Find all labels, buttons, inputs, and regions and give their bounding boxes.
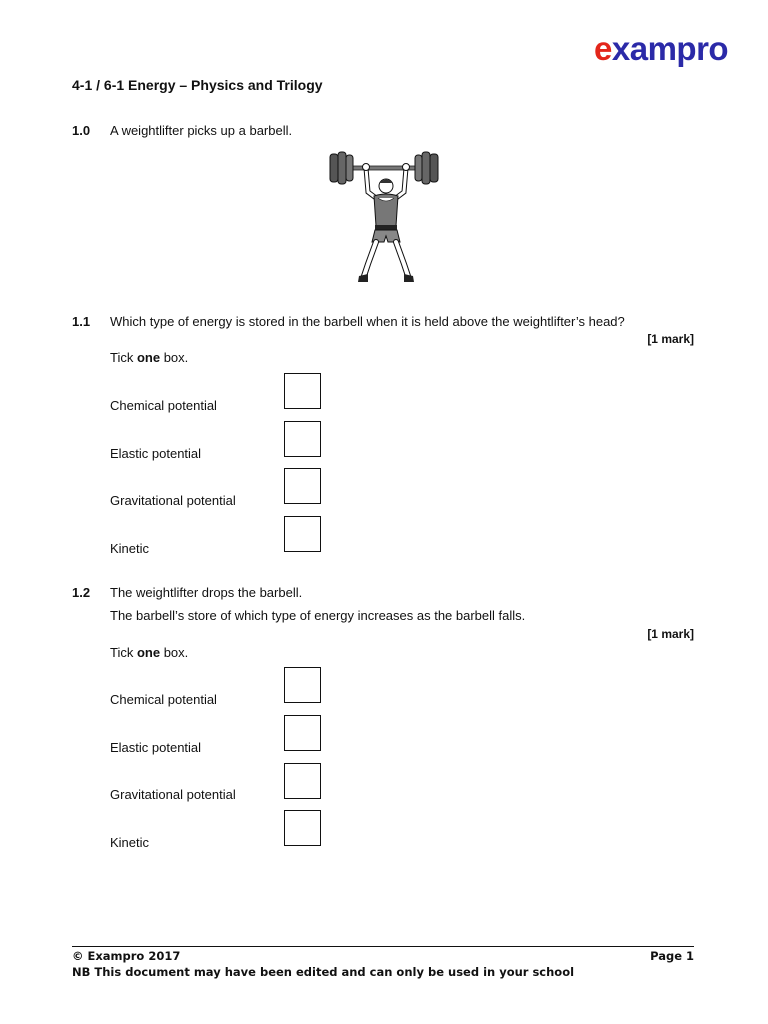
tick-instruction-1-2: [110, 645, 188, 660]
tickbox-1-2-elastic[interactable]: [284, 715, 321, 751]
option-label-1-1-chemical: Chemical potential: [110, 398, 217, 413]
option-label-1-1-gravitational: Gravitational potential: [110, 493, 236, 508]
tick-bold: one: [136, 350, 161, 365]
footer-page-number: Page 1: [650, 949, 694, 963]
option-label-1-2-chemical: Chemical potential: [110, 692, 217, 707]
tick-bold: one: [136, 645, 161, 660]
tickbox-1-1-chemical[interactable]: [284, 373, 321, 409]
option-label-1-1-elastic: Elastic potential: [110, 446, 202, 461]
weightlifter-image: [326, 146, 442, 286]
mark-1-1: [1 mark]: [647, 332, 694, 346]
question-number-1-2: 1.2: [72, 585, 91, 600]
logo-prefix: e: [594, 30, 612, 67]
mark-1-2: [1 mark]: [647, 627, 694, 641]
tick-instruction-1-1: [110, 350, 188, 365]
tickbox-1-2-chemical[interactable]: [284, 667, 321, 703]
footer-note: NB This document may have been edited and can only be used in your school: [72, 965, 575, 979]
option-label-1-2-elastic: Elastic potential: [110, 740, 202, 755]
tick-pre: Tick: [110, 645, 137, 660]
question-text-1-2-line2: The barbell’s store of which type of energy increases as the barbell falls.: [110, 608, 526, 623]
question-text-1-2-line1: The weightlifter drops the barbell.: [110, 585, 303, 600]
question-text-1-1: Which type of energy is stored in the barbell when it is held above the weightlifter’s head?: [110, 314, 625, 329]
tick-post: box.: [160, 645, 189, 660]
tickbox-1-2-kinetic[interactable]: [284, 810, 321, 846]
tickbox-1-1-kinetic[interactable]: [284, 516, 321, 552]
tickbox-1-2-gravitational[interactable]: [284, 763, 321, 799]
option-label-1-2-gravitational: Gravitational potential: [110, 787, 236, 802]
question-text-1-0: A weightlifter picks up a barbell.: [110, 123, 293, 138]
option-label-1-1-kinetic: Kinetic: [110, 541, 150, 556]
question-number-1-0: 1.0: [72, 123, 91, 138]
option-label-1-2-kinetic: Kinetic: [110, 835, 150, 850]
tick-pre: Tick: [110, 350, 137, 365]
tickbox-1-1-gravitational[interactable]: [284, 468, 321, 504]
footer-copyright: © Exampro 2017: [72, 949, 181, 963]
tickbox-1-1-elastic[interactable]: [284, 421, 321, 457]
tick-post: box.: [160, 350, 189, 365]
exampro-logo: [594, 30, 728, 68]
logo-rest: xampro: [611, 30, 729, 67]
question-number-1-1: 1.1: [72, 314, 91, 329]
page-title: 4-1 / 6-1 Energy – Physics and Trilogy: [72, 77, 323, 93]
footer-divider: [72, 946, 694, 947]
